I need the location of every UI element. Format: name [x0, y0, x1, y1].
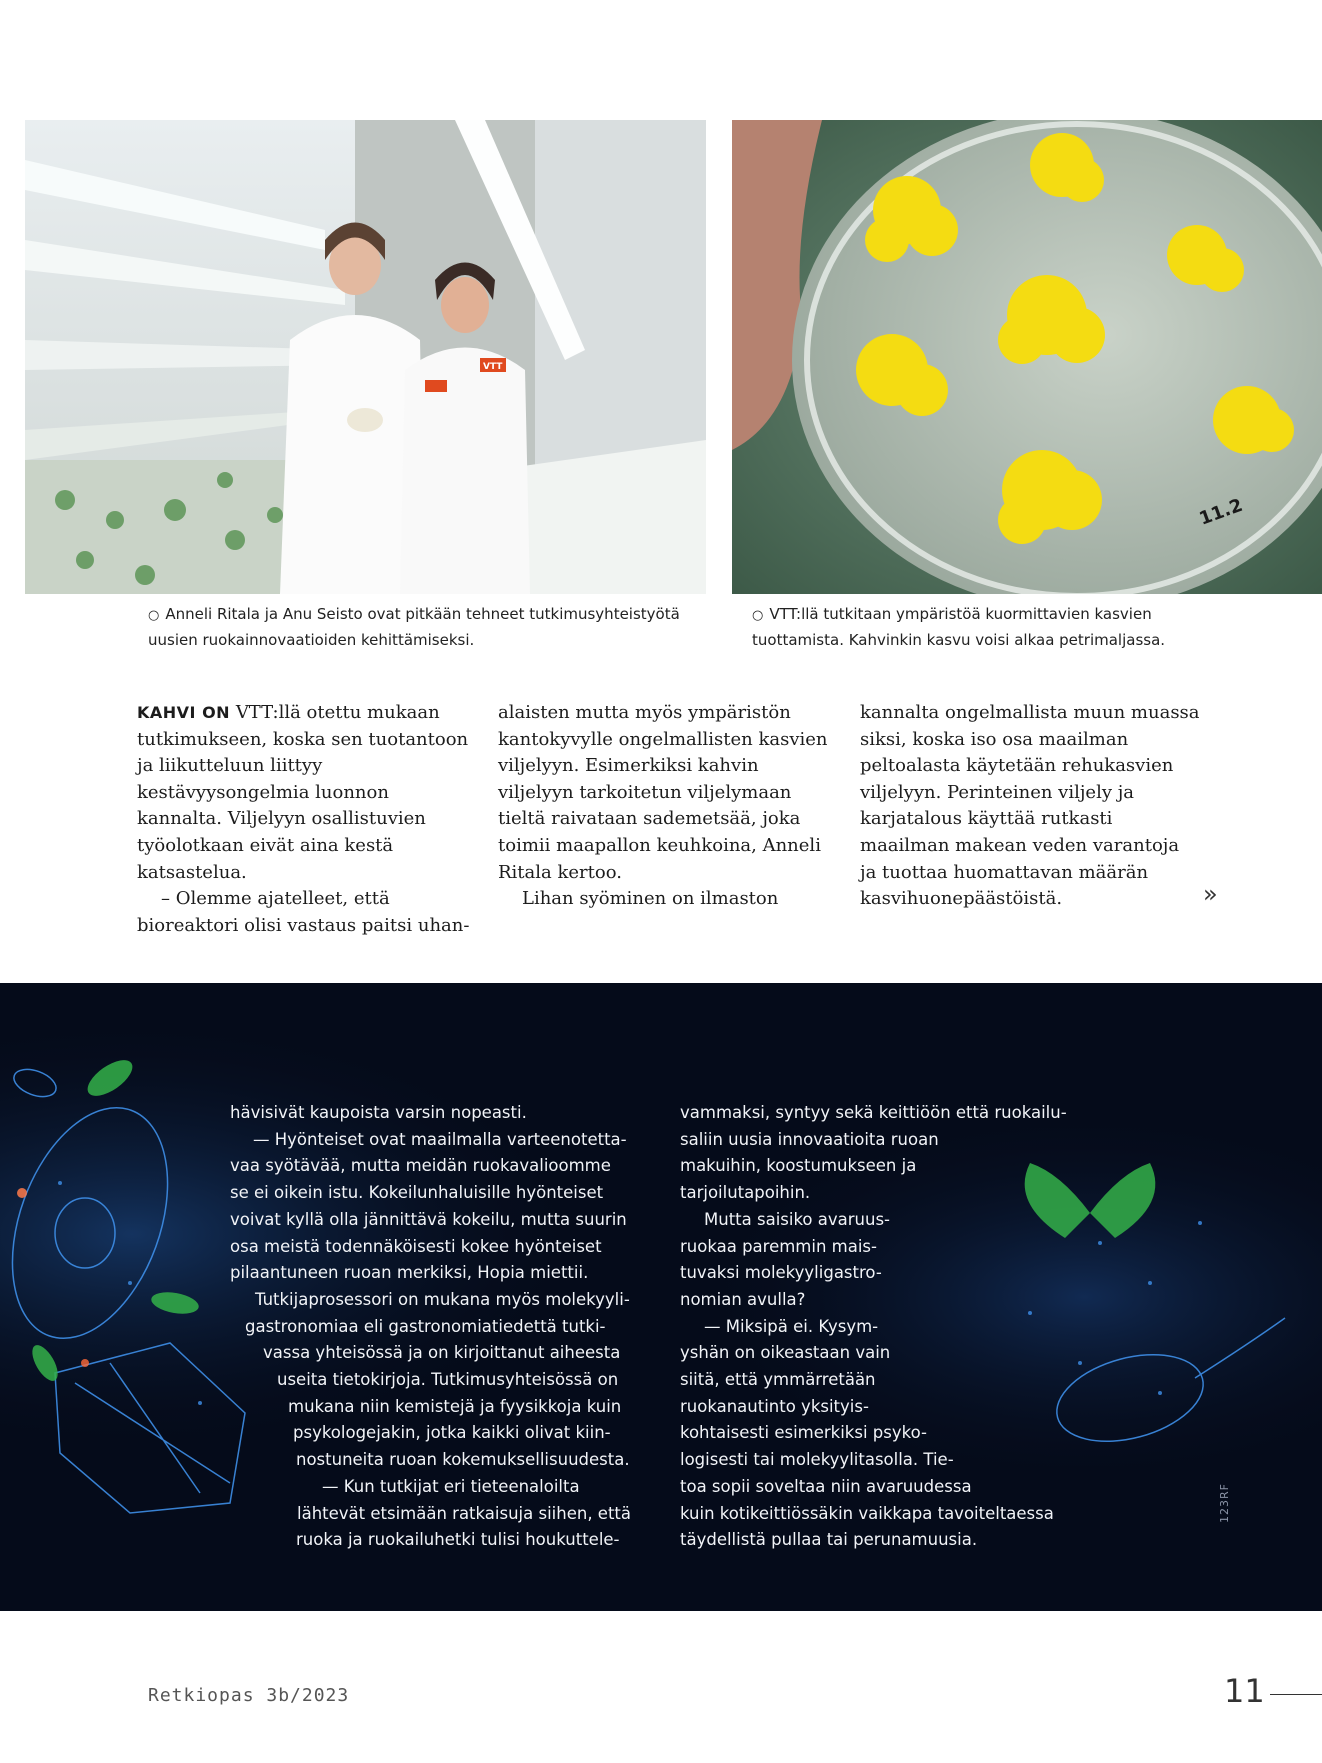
space-food-panel — [0, 983, 1322, 1611]
article-column-2 — [498, 700, 838, 913]
text-line: vassa yhteisössä ja on kirjoittanut aiheesta — [263, 1343, 621, 1363]
caption-text: VTT:llä tutkitaan ympäristöä kuormittavien kasvien tuottamista. Kahvinkin kasvu voisi alkaa petrimaljassa. — [752, 605, 1166, 649]
article-column-3 — [860, 700, 1200, 913]
lab-coat-badge: VTT — [483, 362, 503, 372]
text-line: — Hyönteiset ovat maailmalla varteenotetta- — [253, 1129, 627, 1149]
text-line: — Miksipä ei. Kysym- — [704, 1316, 879, 1336]
text-line: täydellistä pullaa tai perunamuusia. — [680, 1530, 978, 1550]
text-line: makuihin, koostumukseen ja — [680, 1156, 917, 1176]
paragraph: kannalta ongelmallista muun muassa siksi, koska iso osa maailman peltoalasta käytetään rehukasvien viljelyyn. Perinteinen viljely ja karjatalous käyttää rutkasti maailman makean veden varantoja ja tuottaa huomattavan määrän kasvihuonepäästöistä. — [860, 702, 1200, 910]
lead-in: KAHVI ON — [137, 703, 231, 722]
text-line: toa sopii soveltaa niin avaruudessa — [680, 1476, 972, 1496]
text-line: mukana niin kemistejä ja fyysikkoja kuin — [288, 1396, 622, 1416]
page-number: 11 — [1224, 1672, 1265, 1710]
text-line: Mutta saisiko avaruus- — [704, 1209, 891, 1229]
text-line: se ei oikein istu. Kokeilunhaluisille hyönteiset — [230, 1183, 604, 1203]
paragraph: – Olemme ajatelleet, että bioreaktori olisi vastaus paitsi uhan- — [137, 888, 470, 936]
lab-photo — [25, 120, 706, 594]
text-line: tarjoilutapoihin. — [680, 1183, 811, 1203]
text-line: — Kun tutkijat eri tieteenaloilta — [322, 1476, 580, 1496]
text-line: logisesti tai molekyylitasolla. Tie- — [680, 1450, 954, 1470]
text-line: nomian avulla? — [680, 1289, 806, 1309]
petri-dish-photo — [732, 120, 1322, 594]
text-line: tuvaksi molekyyligastro- — [680, 1263, 882, 1283]
text-line: osa meistä todennäköisesti kokee hyönteiset — [230, 1236, 602, 1256]
photo-caption-left — [148, 602, 688, 653]
text-line: ruokanautinto yksityis- — [680, 1396, 869, 1416]
photo-credit: 123RF — [1218, 1483, 1231, 1523]
text-line: ruokaa paremmin mais- — [680, 1236, 877, 1256]
text-line: Tutkijaprosessori on mukana myös molekyyli- — [255, 1289, 630, 1309]
text-line: useita tietokirjoja. Tutkimusyhteisössä on — [277, 1370, 619, 1390]
text-line: hävisivät kaupoista varsin nopeasti. — [230, 1103, 527, 1122]
text-line: voivat kyllä olla jännittävä kokeilu, mutta suurin — [230, 1209, 627, 1229]
caption-text: Anneli Ritala ja Anu Seisto ovat pitkään tehneet tutkimusyhteistyötä uusien ruokainnovaatioiden kehittämiseksi. — [148, 605, 680, 649]
text-line: kohtaisesti esimerkiksi psyko- — [680, 1423, 927, 1443]
space-column-1 — [0, 1100, 650, 1554]
text-line: vaa syötävää, mutta meidän ruokavalioomme — [230, 1156, 611, 1176]
paragraph-text: VTT:llä otettu mukaan tutkimukseen, koska sen tuotantoon ja liikutteluun liittyy kestävyysongelmia luonnon kannalta. Viljelyyn osallistuvien työolotkaan eivät aina kestä katsastelua. — [137, 702, 469, 883]
petri-dish-label: 11.2 — [1196, 494, 1246, 530]
paragraph — [137, 700, 477, 886]
magazine-footer: Retkiopas 3b/2023 — [148, 1685, 350, 1706]
text-line: psykologejakin, jotka kaikki olivat kiin- — [293, 1423, 611, 1443]
caption-bullet-icon: ○ — [148, 608, 160, 623]
paragraph: Lihan syöminen on ilmaston — [522, 888, 779, 910]
page-rule — [1270, 1694, 1322, 1695]
text-line: lähtevät etsimään ratkaisuja siihen, että — [297, 1503, 632, 1523]
photo-caption-right — [752, 602, 1192, 653]
space-column-2 — [680, 1100, 1100, 1554]
text-line: vammaksi, syntyy sekä keittiöön että ruokailu- — [680, 1103, 1067, 1122]
text-line: pilaantuneen ruoan merkiksi, Hopia miettii. — [230, 1263, 589, 1283]
caption-bullet-icon: ○ — [752, 608, 764, 623]
text-line: ruoka ja ruokailuhetki tulisi houkuttele- — [296, 1530, 620, 1550]
text-line: kuin kotikeittiössäkin vaikkapa tavoiteltaessa — [680, 1503, 1054, 1523]
text-line: nostuneita ruoan kokemuksellisuudesta. — [296, 1450, 630, 1470]
text-line: gastronomiaa eli gastronomiatiedettä tutki- — [245, 1316, 606, 1336]
text-line: yshän on oikeastaan vain — [680, 1343, 891, 1363]
paragraph: alaisten mutta myös ympäristön kantokyvylle ongelmallisten kasvien viljelyyn. Esimerkiksi kahvin viljelyyn tarkoitetun viljelymaan tieltä raivataan sademetsää, joka toimii maapallon keuhkoina, Anneli Ritala kertoo. — [498, 702, 828, 883]
text-line: siitä, että ymmärretään — [680, 1370, 876, 1390]
text-line: saliin uusia innovaatioita ruoan — [680, 1129, 939, 1149]
article-column-1 — [137, 700, 477, 939]
continue-arrow-icon: » — [1203, 880, 1218, 908]
